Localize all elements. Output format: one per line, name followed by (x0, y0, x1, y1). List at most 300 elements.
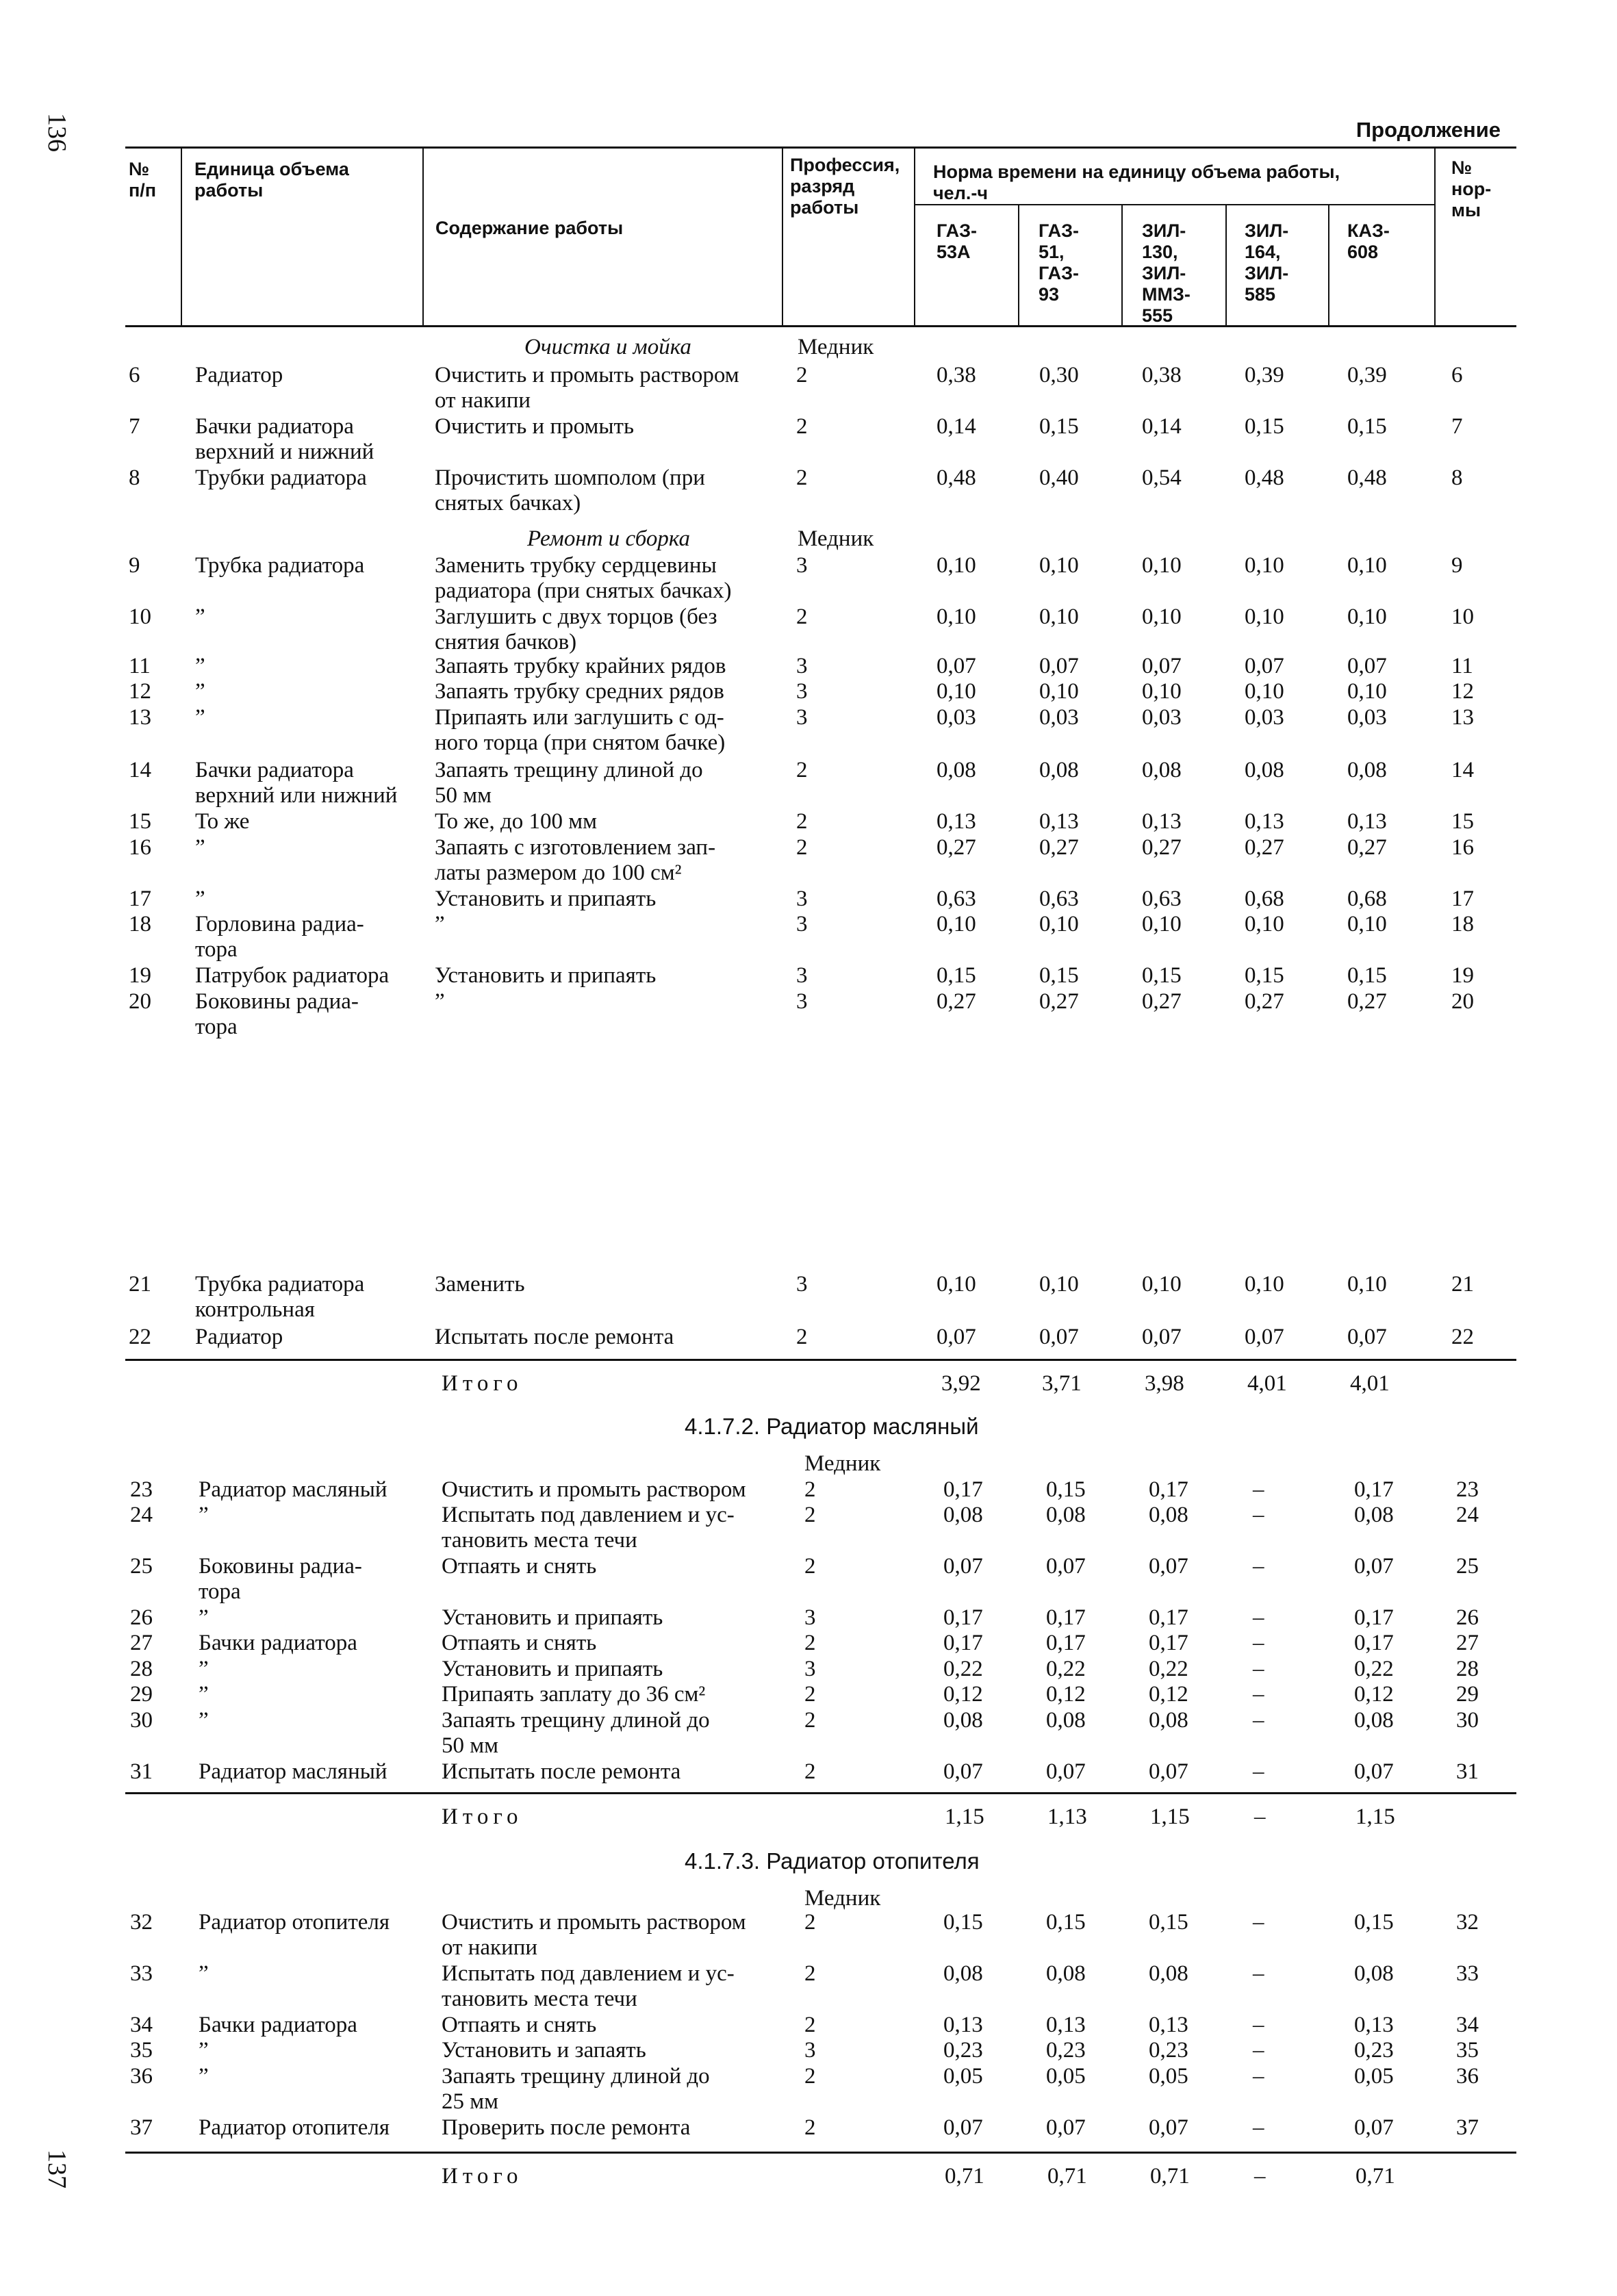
row-number: 27 (130, 1631, 153, 1655)
row-norm-number: 36 (1456, 2064, 1479, 2089)
row-norm-number: 23 (1456, 1477, 1479, 1502)
header-bottom-rule (125, 325, 1516, 327)
row-value-kaz608: 0,08 (1354, 1961, 1394, 1986)
row-number: 22 (129, 1325, 151, 1349)
row-content: Проверить после ремонта (442, 2115, 691, 2140)
row-unit: Бачки радиатора верхний и нижний (195, 414, 374, 464)
row-norm-number: 28 (1456, 1657, 1479, 1681)
row-norm-number: 27 (1456, 1631, 1479, 1655)
row-unit: ” (199, 1503, 209, 1527)
row-value-zil130: 0,12 (1149, 1682, 1188, 1707)
row-norm-number: 7 (1451, 414, 1463, 439)
row-value-kaz608: 0,15 (1347, 414, 1387, 439)
row-value-zil130: 0,07 (1142, 1325, 1182, 1349)
row-grade: 2 (796, 758, 808, 782)
row-value-zil164: 0,15 (1245, 963, 1284, 988)
row-norm-number: 22 (1451, 1325, 1474, 1349)
row-norm-number: 30 (1456, 1708, 1479, 1733)
row-value-gaz53a: 0,13 (937, 809, 976, 834)
row-unit: ” (195, 835, 205, 860)
row-value-kaz608: 0,68 (1347, 886, 1387, 911)
row-value-gaz51: 0,23 (1046, 2038, 1086, 2063)
row-norm-number: 21 (1451, 1272, 1474, 1297)
row-content: Отпаять и снять (442, 1554, 597, 1579)
row-value-gaz53a: 0,07 (943, 1554, 983, 1579)
row-content: Установить и припаять (435, 963, 657, 988)
row-content: То же, до 100 мм (435, 809, 597, 834)
row-value-zil130: 0,07 (1149, 1554, 1188, 1579)
row-value-kaz608: 0,10 (1347, 912, 1387, 936)
row-norm-number: 20 (1451, 989, 1474, 1014)
section-cleaning: Очистка и мойка (524, 335, 691, 359)
row-value-kaz608: 0,05 (1354, 2064, 1394, 2089)
row-content: Запаять с изготовлением зап- латы размером до 100 см² (435, 835, 716, 885)
row-value-kaz608: 0,17 (1354, 1631, 1394, 1655)
row-value-gaz53a: 0,15 (937, 963, 976, 988)
row-value-zil130: 0,15 (1149, 1910, 1188, 1935)
row-value-gaz53a: 0,22 (943, 1657, 983, 1681)
row-grade: 2 (804, 1708, 816, 1733)
row-content: Запаять трещину длиной до 25 мм (442, 2064, 710, 2114)
row-content: Запаять трещину длиной до 50 мм (442, 1708, 710, 1758)
row-value-kaz608: 0,13 (1347, 809, 1387, 834)
row-content: Заменить (435, 1272, 525, 1297)
row-content: ” (435, 912, 445, 936)
row-value-zil130: 0,10 (1142, 553, 1182, 578)
row-value-gaz51: 0,15 (1046, 1910, 1086, 1935)
row-grade: 2 (796, 604, 808, 629)
row-value-zil164: – (1253, 1759, 1264, 1784)
col-divider (1018, 204, 1019, 325)
page-number-right: 137 (42, 2150, 71, 2189)
row-number: 35 (130, 2038, 153, 2063)
row-content: Очистить и промыть раствором от накипи (435, 363, 739, 413)
row-value-kaz608: 0,23 (1354, 2038, 1394, 2063)
row-value-zil164: 0,39 (1245, 363, 1284, 387)
row-value-zil130: 0,07 (1149, 2115, 1188, 2140)
row-value-gaz51: 0,08 (1046, 1708, 1086, 1733)
row-content: Отпаять и снять (442, 2013, 597, 2037)
row-value-gaz53a: 0,48 (937, 465, 976, 490)
row-value-gaz51: 0,30 (1039, 363, 1079, 387)
row-value-zil130: 0,07 (1149, 1759, 1188, 1784)
row-norm-number: 16 (1451, 835, 1474, 860)
row-grade: 3 (796, 989, 808, 1014)
row-value-zil130: 0,22 (1149, 1657, 1188, 1681)
row-value-zil130: 0,27 (1142, 989, 1182, 1014)
row-content: Установить и припаять (435, 886, 657, 911)
row-value-kaz608: 0,08 (1354, 1708, 1394, 1733)
row-value-zil130: 0,08 (1149, 1708, 1188, 1733)
col-divider (1328, 204, 1329, 325)
row-value-gaz53a: 0,15 (943, 1910, 983, 1935)
subsection-oil-radiator: 4.1.7.2. Радиатор масляный (685, 1414, 979, 1439)
row-content: Очистить и промыть (435, 414, 635, 439)
row-unit: Радиатор (195, 363, 283, 387)
row-number: 17 (129, 886, 151, 911)
row-value-gaz53a: 0,14 (937, 414, 976, 439)
row-grade: 3 (804, 2038, 816, 2063)
row-content: Установить и припаять (442, 1605, 663, 1630)
total-rule (125, 1792, 1516, 1794)
row-grade: 3 (796, 912, 808, 936)
row-norm-number: 15 (1451, 809, 1474, 834)
row-value-kaz608: 0,15 (1354, 1910, 1394, 1935)
row-norm-number: 6 (1451, 363, 1463, 387)
row-grade: 2 (804, 1961, 816, 1986)
row-grade: 3 (796, 963, 808, 988)
row-number: 24 (130, 1503, 153, 1527)
row-norm-number: 19 (1451, 963, 1474, 988)
row-unit: Боковины радиа- тора (199, 1554, 362, 1604)
row-value-zil130: 0,08 (1149, 1961, 1188, 1986)
row-grade: 2 (796, 1325, 808, 1349)
row-value-gaz53a: 0,07 (943, 1759, 983, 1784)
row-value-gaz51: 0,07 (1046, 1554, 1086, 1579)
row-grade: 3 (796, 654, 808, 678)
row-value-gaz53a: 0,05 (943, 2064, 983, 2089)
row-grade: 2 (804, 2064, 816, 2089)
row-number: 32 (130, 1910, 153, 1935)
row-value-kaz608: 0,08 (1354, 1503, 1394, 1527)
row-number: 16 (129, 835, 151, 860)
row-value-zil130: 0,15 (1142, 963, 1182, 988)
row-value-zil164: – (1253, 1682, 1264, 1707)
row-number: 36 (130, 2064, 153, 2089)
row-grade: 3 (796, 705, 808, 730)
row-unit: ” (195, 705, 205, 730)
row-unit: ” (199, 1961, 209, 1986)
row-value-gaz51: 0,13 (1046, 2013, 1086, 2037)
row-norm-number: 13 (1451, 705, 1474, 730)
row-value-zil130: 0,08 (1149, 1503, 1188, 1527)
row-value-zil164: 0,27 (1245, 835, 1284, 860)
row-norm-number: 35 (1456, 2038, 1479, 2063)
row-grade: 2 (804, 2115, 816, 2140)
row-unit: ” (199, 1708, 209, 1733)
row-norm-number: 12 (1451, 679, 1474, 704)
row-value-gaz53a: 0,27 (937, 835, 976, 860)
row-norm-number: 8 (1451, 465, 1463, 490)
row-value-kaz608: 0,03 (1347, 705, 1387, 730)
row-value-zil130: 0,63 (1142, 886, 1182, 911)
profession-label: Медник (804, 1451, 881, 1476)
row-content: Испытать после ремонта (442, 1759, 681, 1784)
row-value-gaz51: 0,22 (1046, 1657, 1086, 1681)
row-norm-number: 31 (1456, 1759, 1479, 1784)
row-grade: 2 (796, 835, 808, 860)
row-norm-number: 26 (1456, 1605, 1479, 1630)
row-value-gaz51: 0,15 (1039, 963, 1079, 988)
col-divider (782, 146, 783, 325)
header-col-zil130: ЗИЛ- 130, ЗИЛ- ММЗ- 555 (1142, 220, 1191, 326)
row-value-zil164: – (1253, 1503, 1264, 1527)
row-value-gaz51: 0,40 (1039, 465, 1079, 490)
row-content: Заглушить с двух торцов (без снятия бачков) (435, 604, 717, 654)
row-value-gaz51: 0,10 (1039, 604, 1079, 629)
row-number: 31 (130, 1759, 153, 1784)
col-divider (1121, 204, 1123, 325)
row-number: 12 (129, 679, 151, 704)
col-divider (1225, 204, 1227, 325)
row-unit: Радиатор отопителя (199, 1910, 390, 1935)
row-value-gaz51: 0,08 (1039, 758, 1079, 782)
row-value-zil164: – (1253, 1910, 1264, 1935)
row-value-zil130: 0,23 (1149, 2038, 1188, 2063)
row-value-kaz608: 0,10 (1347, 553, 1387, 578)
row-value-zil130: 0,10 (1142, 1272, 1182, 1297)
row-grade: 2 (804, 1631, 816, 1655)
row-content: Припаять заплату до 36 см² (442, 1682, 706, 1707)
row-grade: 2 (804, 1759, 816, 1784)
row-grade: 2 (796, 363, 808, 387)
row-value-zil164: 0,03 (1245, 705, 1284, 730)
row-content: Прочистить шомполом (при снятых бачках) (435, 465, 705, 515)
row-content: Отпаять и снять (442, 1631, 597, 1655)
row-value-gaz53a: 0,17 (943, 1605, 983, 1630)
row-value-gaz51: 0,07 (1046, 1759, 1086, 1784)
row-value-gaz53a: 0,13 (943, 2013, 983, 2037)
row-norm-number: 14 (1451, 758, 1474, 782)
row-unit: Трубка радиатора (195, 553, 365, 578)
row-content: Припаять или заглушить с од- ного торца (при снятом бачке) (435, 705, 726, 755)
row-value-kaz608: 0,07 (1347, 654, 1387, 678)
header-content: Содержание работы (435, 218, 624, 238)
row-norm-number: 33 (1456, 1961, 1479, 1986)
row-value-gaz51: 0,17 (1046, 1605, 1086, 1630)
row-grade: 2 (804, 1910, 816, 1935)
row-value-zil164: – (1253, 2013, 1264, 2037)
row-unit: ” (199, 2038, 209, 2063)
row-value-kaz608: 0,17 (1354, 1605, 1394, 1630)
row-value-gaz53a: 0,08 (943, 1708, 983, 1733)
row-norm-number: 9 (1451, 553, 1463, 578)
row-value-gaz51: 0,27 (1039, 989, 1079, 1014)
row-grade: 3 (796, 1272, 808, 1297)
row-unit: Патрубок радиатора (195, 963, 390, 988)
row-unit: Радиатор отопителя (199, 2115, 390, 2140)
row-unit: Радиатор масляный (199, 1477, 387, 1502)
col-divider (181, 146, 182, 325)
row-value-kaz608: 0,08 (1347, 758, 1387, 782)
row-unit: Боковины радиа- тора (195, 989, 359, 1039)
row-value-gaz53a: 0,17 (943, 1477, 983, 1502)
row-value-gaz51: 0,13 (1039, 809, 1079, 834)
row-value-gaz53a: 0,23 (943, 2038, 983, 2063)
header-col-gaz53a: ГАЗ- 53А (937, 220, 978, 262)
row-content: Запаять трещину длиной до 50 мм (435, 758, 703, 808)
row-value-zil130: 0,05 (1149, 2064, 1188, 2089)
row-value-gaz53a: 0,08 (937, 758, 976, 782)
row-value-zil164: – (1253, 1708, 1264, 1733)
row-value-gaz53a: 0,10 (937, 912, 976, 936)
row-unit: Бачки радиатора (199, 1631, 357, 1655)
row-number: 28 (130, 1657, 153, 1681)
row-number: 19 (129, 963, 151, 988)
row-content: Запаять трубку средних рядов (435, 679, 724, 704)
row-value-zil164: – (1253, 1477, 1264, 1502)
row-number: 8 (129, 465, 140, 490)
row-value-gaz51: 0,07 (1046, 2115, 1086, 2140)
row-grade: 2 (804, 1477, 816, 1502)
row-content: Запаять трубку крайних рядов (435, 654, 726, 678)
row-value-zil130: 0,54 (1142, 465, 1182, 490)
row-value-gaz53a: 0,12 (943, 1682, 983, 1707)
row-norm-number: 10 (1451, 604, 1474, 629)
row-value-gaz51: 0,27 (1039, 835, 1079, 860)
row-value-zil130: 0,38 (1142, 363, 1182, 387)
row-number: 11 (129, 654, 151, 678)
row-value-zil164: 0,10 (1245, 679, 1284, 704)
row-number: 34 (130, 2013, 153, 2037)
row-value-zil164: – (1253, 2064, 1264, 2089)
row-value-gaz53a: 0,08 (943, 1961, 983, 1986)
row-grade: 2 (804, 1682, 816, 1707)
row-unit: ” (199, 1682, 209, 1707)
row-value-kaz608: 0,07 (1347, 1325, 1387, 1349)
row-value-zil130: 0,17 (1149, 1605, 1188, 1630)
row-value-kaz608: 0,07 (1354, 1554, 1394, 1579)
header-norm: Норма времени на единицу объема работы, чел.-ч (933, 162, 1340, 203)
row-value-kaz608: 0,17 (1354, 1477, 1394, 1502)
row-number: 33 (130, 1961, 153, 1986)
row-unit: Трубка радиатора контрольная (195, 1272, 365, 1322)
row-unit: То же (195, 809, 250, 834)
row-grade: 2 (796, 414, 808, 439)
col-divider (1434, 146, 1436, 325)
row-unit: ” (199, 1605, 209, 1630)
col-divider (422, 146, 424, 325)
row-value-gaz53a: 0,27 (937, 989, 976, 1014)
row-value-gaz51: 0,15 (1039, 414, 1079, 439)
row-value-zil164: 0,48 (1245, 465, 1284, 490)
row-value-kaz608: 0,07 (1354, 2115, 1394, 2140)
row-value-gaz51: 0,15 (1046, 1477, 1086, 1502)
row-unit: Горловина радиа- тора (195, 912, 364, 962)
row-value-zil164: 0,10 (1245, 604, 1284, 629)
row-value-zil130: 0,08 (1142, 758, 1182, 782)
row-norm-number: 29 (1456, 1682, 1479, 1707)
header-col-zil164: ЗИЛ- 164, ЗИЛ- 585 (1245, 220, 1289, 305)
row-value-zil164: – (1253, 1605, 1264, 1630)
header-top-rule (125, 146, 1516, 149)
row-norm-number: 11 (1451, 654, 1473, 678)
row-value-gaz51: 0,05 (1046, 2064, 1086, 2089)
row-unit: Радиатор масляный (199, 1759, 387, 1784)
total-rule (125, 2152, 1516, 2154)
row-number: 29 (130, 1682, 153, 1707)
row-number: 37 (130, 2115, 153, 2140)
header-col-kaz608: КАЗ- 608 (1347, 220, 1390, 262)
profession-label: Медник (798, 335, 874, 359)
row-value-zil164: – (1253, 2115, 1264, 2140)
row-unit: ” (195, 886, 205, 911)
row-value-zil130: 0,13 (1149, 2013, 1188, 2037)
row-unit: ” (195, 604, 205, 629)
row-number: 6 (129, 363, 140, 387)
row-content: Испытать под давлением и ус- тановить места течи (442, 1503, 735, 1553)
row-number: 7 (129, 414, 140, 439)
row-number: 9 (129, 553, 140, 578)
row-norm-number: 25 (1456, 1554, 1479, 1579)
row-norm-number: 17 (1451, 886, 1474, 911)
row-grade: 2 (804, 1554, 816, 1579)
row-value-zil164: 0,10 (1245, 553, 1284, 578)
norm-subheader-rule (914, 204, 1434, 205)
row-number: 18 (129, 912, 151, 936)
header-num: № п/п (129, 159, 157, 201)
subsection-heater-radiator: 4.1.7.3. Радиатор отопителя (685, 1848, 980, 1874)
row-value-gaz51: 0,63 (1039, 886, 1079, 911)
row-value-gaz51: 0,07 (1039, 1325, 1079, 1349)
row-number: 10 (129, 604, 151, 629)
section-repair: Ремонт и сборка (527, 526, 691, 551)
row-number: 23 (130, 1477, 153, 1502)
row-value-zil130: 0,27 (1142, 835, 1182, 860)
row-value-gaz53a: 0,03 (937, 705, 976, 730)
row-norm-number: 34 (1456, 2013, 1479, 2037)
row-value-gaz53a: 0,07 (937, 1325, 976, 1349)
row-grade: 2 (796, 809, 808, 834)
row-number: 30 (130, 1708, 153, 1733)
row-value-gaz51: 0,07 (1039, 654, 1079, 678)
row-value-gaz51: 0,10 (1039, 679, 1079, 704)
header-profession: Профессия, разряд работы (790, 155, 900, 218)
row-number: 26 (130, 1605, 153, 1630)
page-number-left: 136 (42, 113, 71, 152)
row-value-zil130: 0,17 (1149, 1631, 1188, 1655)
row-value-gaz51: 0,17 (1046, 1631, 1086, 1655)
row-unit: Трубки радиатора (195, 465, 367, 490)
row-value-zil164: – (1253, 1554, 1264, 1579)
row-number: 21 (129, 1272, 151, 1297)
row-value-zil164: 0,10 (1245, 912, 1284, 936)
row-grade: 3 (796, 679, 808, 704)
row-content: Установить и припаять (442, 1657, 663, 1681)
row-value-zil164: 0,08 (1245, 758, 1284, 782)
row-grade: 2 (804, 1503, 816, 1527)
row-value-zil164: 0,15 (1245, 414, 1284, 439)
row-value-gaz53a: 0,17 (943, 1631, 983, 1655)
row-value-zil130: 0,10 (1142, 912, 1182, 936)
row-unit: Бачки радиатора (199, 2013, 357, 2037)
row-grade: 2 (804, 2013, 816, 2037)
row-value-gaz53a: 0,63 (937, 886, 976, 911)
row-value-zil164: 0,07 (1245, 1325, 1284, 1349)
row-value-zil130: 0,10 (1142, 604, 1182, 629)
row-value-kaz608: 0,12 (1354, 1682, 1394, 1707)
row-value-zil130: 0,10 (1142, 679, 1182, 704)
row-norm-number: 32 (1456, 1910, 1479, 1935)
continuation-label: Продолжение (1355, 118, 1501, 142)
row-number: 20 (129, 989, 151, 1014)
row-content: Испытать под давлением и ус- тановить места течи (442, 1961, 735, 2011)
profession-label: Медник (798, 526, 874, 551)
row-value-kaz608: 0,10 (1347, 604, 1387, 629)
row-number: 15 (129, 809, 151, 834)
row-unit: ” (195, 654, 205, 678)
row-value-zil164: 0,27 (1245, 989, 1284, 1014)
row-value-gaz53a: 0,10 (937, 553, 976, 578)
row-value-kaz608: 0,13 (1354, 2013, 1394, 2037)
row-value-zil130: 0,03 (1142, 705, 1182, 730)
row-number: 13 (129, 705, 151, 730)
row-grade: 2 (796, 465, 808, 490)
row-value-gaz53a: 0,07 (943, 2115, 983, 2140)
row-norm-number: 37 (1456, 2115, 1479, 2140)
row-value-kaz608: 0,22 (1354, 1657, 1394, 1681)
row-value-kaz608: 0,10 (1347, 679, 1387, 704)
